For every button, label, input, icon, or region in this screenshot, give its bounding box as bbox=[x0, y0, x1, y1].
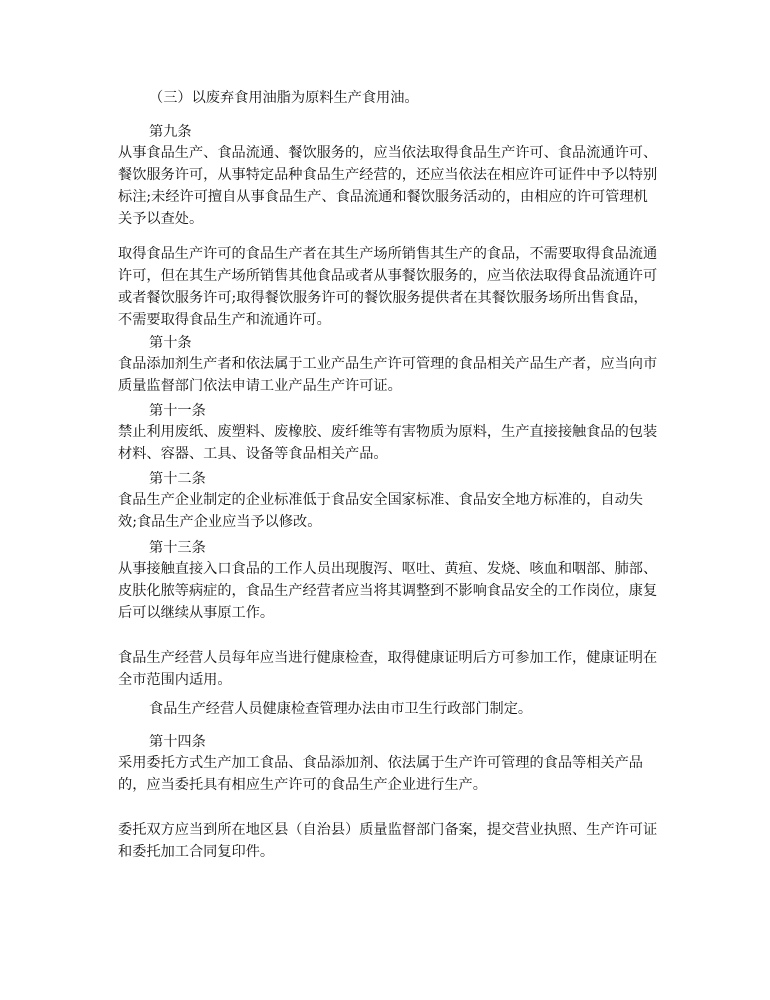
article-14-paragraph-2: 委托双方应当到所在地区县（自治县）质量监督部门备案，提交营业执照、生产许可证和委托加工合同复印件。 bbox=[118, 822, 658, 860]
article-13-paragraph-3: 食品生产经营人员健康检查管理办法由市卫生行政部门制定。 bbox=[149, 701, 533, 717]
article-heading-13: 第十三条 bbox=[149, 540, 206, 556]
article-14-paragraph-1: 采用委托方式生产加工食品、食品添加剂、依法属于生产许可管理的食品等相关产品的，应当委托具有相应生产许可的食品生产企业进行生产。 bbox=[118, 755, 643, 793]
article-13-paragraph-1: 从事接触直接入口食品的工作人员出现腹泻、呕吐、黄疸、发烧、咳血和咽部、肺部、皮肤化脓等病症的，食品生产经营者应当将其调整到不影响食品安全的工作岗位，康复后可以继续从事原工作。 bbox=[118, 561, 658, 621]
article-12-paragraph: 食品生产企业制定的企业标准低于食品安全国家标准、食品安全地方标准的，自动失效;食品生产企业应当予以修改。 bbox=[118, 492, 643, 530]
article-heading-11: 第十一条 bbox=[149, 403, 206, 419]
article-9-paragraph-1: 从事食品生产、食品流通、餐饮服务的，应当依法取得食品生产许可、食品流通许可、餐饮服务许可，从事特定品种食品生产经营的，还应当依法在相应许可证件中予以特别标注;未经许可擅自从事食品生产、食品流通和餐饮服务活动的，由相应的许可管理机关予以查处。 bbox=[118, 145, 658, 227]
article-heading-12: 第十二条 bbox=[149, 471, 206, 487]
article-9-paragraph-2: 取得食品生产许可的食品生产者在其生产场所销售其生产的食品，不需要取得食品流通许可，但在其生产场所销售其他食品或者从事餐饮服务的，应当依法取得食品流通许可或者餐饮服务许可;取得餐饮服务许可的餐饮服务提供者在其餐饮服务场所出售食品，不需要取得食品生产和流通许可。 bbox=[118, 246, 658, 328]
article-heading-9: 第九条 bbox=[149, 124, 192, 140]
article-10-paragraph: 食品添加剂生产者和依法属于工业产品生产许可管理的食品相关产品生产者，应当向市质量监督部门依法申请工业产品生产许可证。 bbox=[118, 356, 658, 394]
article-13-paragraph-2: 食品生产经营人员每年应当进行健康检查，取得健康证明后方可参加工作，健康证明在全市范围内适用。 bbox=[118, 650, 658, 688]
article-11-paragraph: 禁止利用废纸、废塑料、废橡胶、废纤维等有害物质为原料，生产直接接触食品的包装材料、容器、工具、设备等食品相关产品。 bbox=[118, 424, 658, 462]
paragraph-item-3: （三）以废弃食用油脂为原料生产食用油。 bbox=[149, 90, 419, 106]
article-heading-14: 第十四条 bbox=[149, 734, 206, 750]
article-heading-10: 第十条 bbox=[149, 335, 192, 351]
